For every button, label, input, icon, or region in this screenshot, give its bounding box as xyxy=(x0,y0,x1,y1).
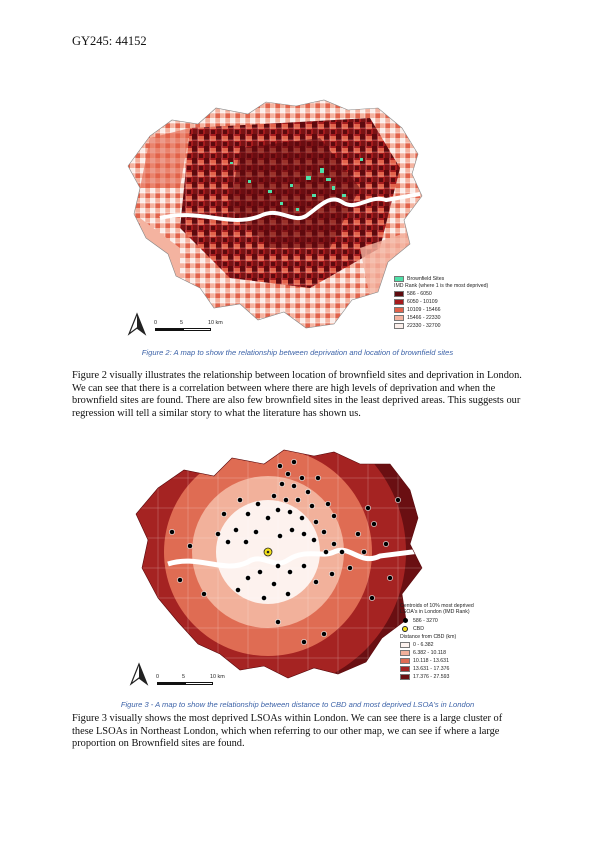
legend-label: 6.382 - 10.118 xyxy=(413,650,447,657)
legend-swatch xyxy=(400,666,410,672)
legend-label: CBD xyxy=(413,625,424,632)
scale-label-mid: 5 xyxy=(180,320,183,326)
legend-class xyxy=(394,290,494,298)
scale-label-mid: 5 xyxy=(182,674,185,680)
north-arrow-icon xyxy=(127,312,147,336)
paragraph-figure-3: Figure 3 visually shows the most deprived LSOAs within London. We can see there is a large cluster of these LSOAs in Northeast London, which when referring to our other map, we can see if where a large proportion on Brownfield sites are found. xyxy=(72,713,503,750)
legend-swatch xyxy=(400,658,410,664)
figure-2-legend xyxy=(394,275,494,330)
legend-class xyxy=(400,649,484,657)
legend-title: Centroids of 10% most deprived LSOA's in London (IMD Rank) xyxy=(400,603,474,616)
legend-swatch xyxy=(400,674,410,680)
figure-3-caption: Figure 3 - A map to show the relationship between distance to CBD and most deprived LSOA's in London xyxy=(120,700,475,709)
figure-3-map xyxy=(128,448,428,680)
legend-class xyxy=(400,673,484,681)
legend-class xyxy=(400,657,484,665)
legend-swatch xyxy=(400,642,410,648)
legend-class xyxy=(394,306,494,314)
legend-swatch xyxy=(394,299,404,305)
legend-label: 10.118 - 13.631 xyxy=(413,658,449,665)
legend-class xyxy=(394,314,494,322)
legend-label: 17.376 - 27.593 xyxy=(413,674,450,681)
legend-subtitle: Distance from CBD (km) xyxy=(400,633,457,640)
paragraph-figure-2: Figure 2 visually illustrates the relationship between location of brownfield sites and deprivation in London. We can see that there is a correlation between where there are high levels of deprivation and when the brownfield sites are found. There are also few brownfield sites in the least deprived areas. This suggests our regression will tell a similar story to what the literature has shown us. xyxy=(72,370,522,419)
scale-bar xyxy=(154,320,226,334)
legend-class xyxy=(400,665,484,673)
legend-title: IMD Rank (where 1 is the most deprived) xyxy=(394,283,489,289)
cbd-marker-icon xyxy=(400,626,410,632)
legend-label: 10109 - 15466 xyxy=(407,307,441,314)
legend-point xyxy=(400,617,484,625)
figure-2-caption: Figure 2: A map to show the relationship between deprivation and location of brownfield sites xyxy=(141,348,454,357)
legend-label: 586 - 3270 xyxy=(413,617,438,624)
cbd-distance-map-svg xyxy=(128,448,428,680)
figure-3-legend xyxy=(400,603,484,681)
legend-label: 22330 - 32700 xyxy=(407,323,441,330)
legend-swatch xyxy=(400,650,410,656)
scale-label-zero: 0 xyxy=(154,320,157,326)
legend-class xyxy=(400,641,484,649)
legend-swatch xyxy=(394,307,404,313)
scale-bar xyxy=(156,674,228,688)
document-header: GY245: 44152 xyxy=(72,34,147,48)
legend-label: 6050 - 10109 xyxy=(407,299,438,306)
legend-label: 586 - 6050 xyxy=(407,291,432,298)
north-arrow-icon xyxy=(129,662,149,686)
legend-swatch xyxy=(394,315,404,321)
legend-label: 15466 - 22330 xyxy=(407,315,441,322)
legend-cbd xyxy=(400,625,484,633)
legend-label: 0 - 6.382 xyxy=(413,642,434,649)
legend-label: 13.631 - 17.376 xyxy=(413,666,450,673)
legend-swatch xyxy=(394,276,404,282)
legend-class xyxy=(394,298,494,306)
legend-swatch xyxy=(394,323,404,329)
scale-label-zero: 0 xyxy=(156,674,159,680)
scale-label-end: 10 km xyxy=(210,674,225,680)
legend-label: Brownfield Sites xyxy=(407,276,445,282)
scale-label-end: 10 km xyxy=(208,320,223,326)
black-dot-icon xyxy=(400,618,410,623)
legend-class xyxy=(394,322,494,330)
legend-swatch xyxy=(394,291,404,297)
legend-brownfield xyxy=(394,275,494,283)
